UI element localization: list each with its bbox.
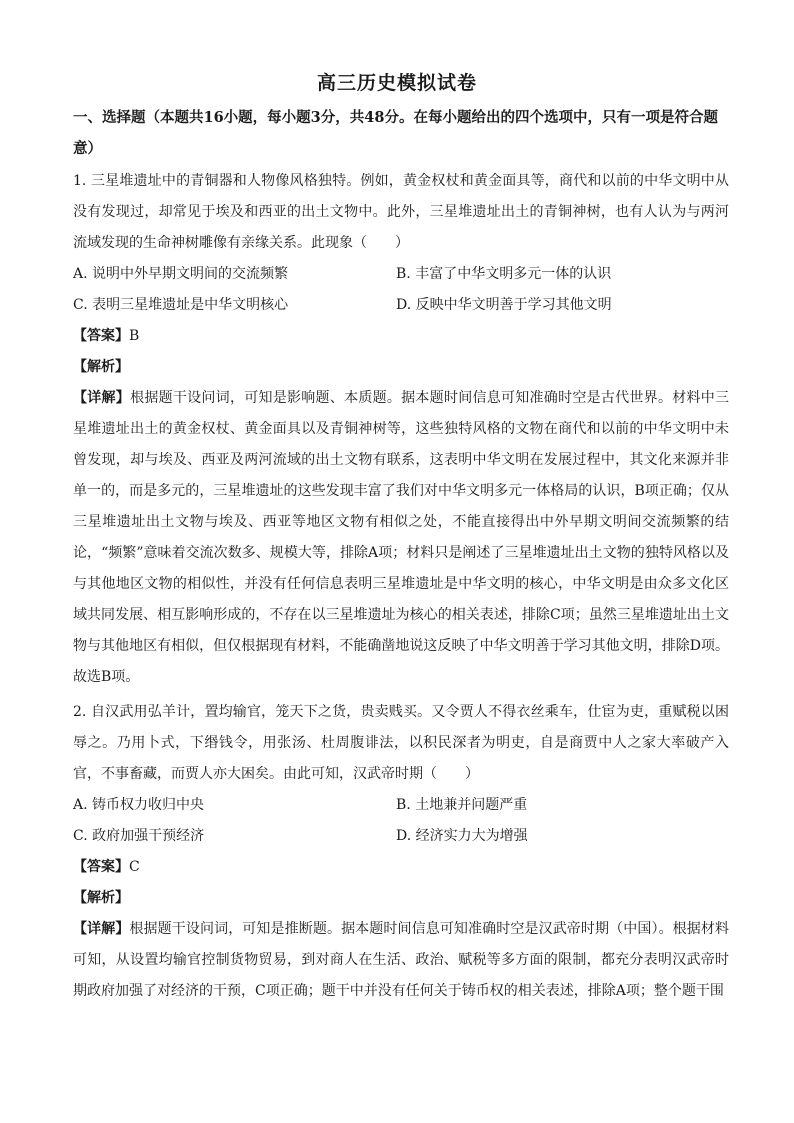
question-2-answer: [73, 857, 140, 877]
answer-value: B: [129, 328, 140, 344]
question-1-option-a: A. 说明中外早期文明间的交流频繁: [73, 266, 289, 282]
question-2-detail: [73, 914, 729, 1009]
answer-label: 【答案】: [73, 859, 129, 875]
analysis-label: 【解析】: [73, 359, 129, 375]
question-1-detail: [73, 383, 729, 693]
detail-label: 【详解】: [73, 921, 130, 937]
question-2-stem: 2. 自汉武用弘羊计，置均输官，笼天下之货，贵卖贱买。又令贾人不得衣丝乘车，仕宦为吏，重赋税以困辱之。乃用卜式，下缗钱令，用张汤、杜周腹诽法，以积民深者为明吏，自是商贾中人之家大率破产入官，不事畜藏，而贾人亦大困矣。由此可知，汉武帝时期（ ）: [73, 704, 729, 782]
question-2-option-c: C. 政府加强干预经济: [73, 828, 205, 844]
analysis-label: 【解析】: [73, 890, 129, 906]
question-2-option-d: D. 经济实力大为增强: [396, 828, 528, 844]
question-1-option-b: B. 丰富了中华文明多元一体的认识: [396, 266, 612, 282]
detail-text: 根据题干设问词，可知是推断题。据本题时间信息可知准确时空是汉武帝时期（中国）。根据材料可知，从设置均输官控制货物贸易，到对商人在生活、政治、赋税等多方面的限制，都充分表明汉武帝时期政府加强了对经济的干预，C项正确；题干中并没有任何关于铸币权的相关表述，排除A项；整个题干围: [73, 921, 729, 999]
question-2-option-a: A. 铸币权力收归中央: [73, 797, 205, 813]
question-1-option-d: D. 反映中华文明善于学习其他文明: [396, 297, 612, 313]
answer-value: C: [129, 859, 140, 875]
question-2-analysis-label: [73, 888, 129, 908]
detail-label: 【详解】: [73, 390, 131, 406]
answer-label: 【答案】: [73, 328, 129, 344]
question-1-analysis-label: [73, 357, 129, 377]
page-title: 高三历史模拟试卷: [316, 72, 477, 94]
question-1-option-c: C. 表明三星堆遗址是中华文明核心: [73, 297, 289, 313]
detail-text: 根据题干设问词，可知是影响题、本质题。据本题时间信息可知准确时空是古代世界。材料中三星堆遗址出土的黄金权杖、黄金面具以及青铜神树等，这些独特风格的文物在商代和以前的中华文明中未曾发现，却与埃及、西亚及两河流域的出土文物有联系，这表明中华文明在发展过程中，其文化来源并非单一的，而是多元的，三星堆遗址的这些发现丰富了我们对中华文明多元一体格局的认识，B项正确；仅从三星堆遗址出土文物与埃及、西亚等地区文物有相似之处，不能直接得出中外早期文明间交流频繁的结论，“频繁”意味着交流次数多、规模大等，排除A项；材料只是阐述了三星堆遗址出土文物的独特风格以及与其他地区文物的相似性，并没有任何信息表明三星堆遗址是中华文明的核心，中华文明是由众多文化区域共同发展、相互影响形成的，不存在以三星堆遗址为核心的相关表述，排除C项；虽然三星堆遗址出土文物与其他地区有相似，但仅根据现有材料，不能确凿地说这反映了中华文明善于学习其他文明，排除D项。故选B项。: [73, 390, 729, 685]
question-1-answer: [73, 326, 139, 346]
section-header: 一、选择题（本题共16小题，每小题3分，共48分。在每小题给出的四个选项中，只有一项是符合题意）: [73, 109, 718, 157]
question-2-option-b: B. 土地兼并问题严重: [396, 797, 528, 813]
question-1-stem: 1. 三星堆遗址中的青铜器和人物像风格独特。例如，黄金权杖和黄金面具等，商代和以前的中华文明中从没有发现过，却常见于埃及和西亚的出土文物中。此外，三星堆遗址出土的青铜神树，也有人认为与两河流域发现的生命神树雕像有亲缘关系。此现象（ ）: [73, 173, 729, 251]
